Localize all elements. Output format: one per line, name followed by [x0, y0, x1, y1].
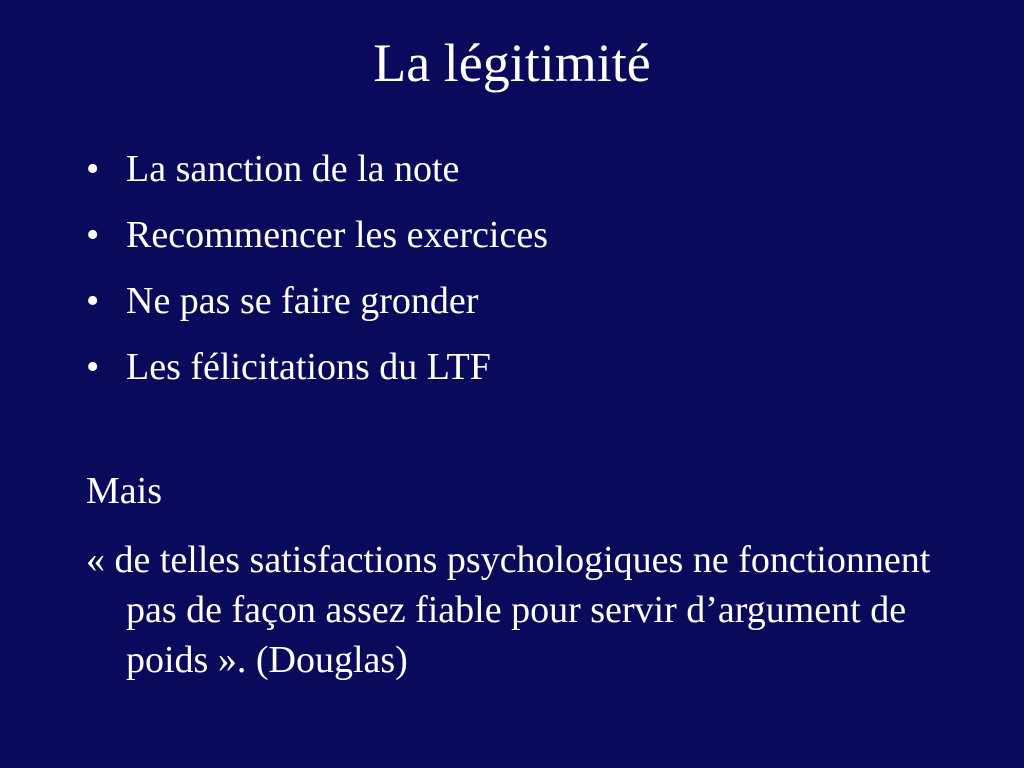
bullet-text: La sanction de la note — [126, 148, 460, 190]
slide-title: La légitimité — [373, 33, 651, 93]
bullet-icon: • — [86, 280, 100, 322]
bullet-icon: • — [86, 148, 100, 190]
bullet-icon: • — [86, 346, 100, 388]
bullet-item-felicitations — [86, 334, 966, 400]
bullet-list — [86, 136, 966, 400]
bullet-text: Ne pas se faire gronder — [126, 280, 479, 322]
bullet-item-note — [86, 136, 966, 202]
mais-text: Mais — [86, 470, 162, 512]
bullet-item-exercices — [86, 202, 966, 268]
bullet-text: Les félicitations du LTF — [126, 346, 491, 388]
bullet-item-gronder — [86, 268, 966, 334]
quote-text: « de telles satisfactions psychologiques ne fonctionnent pas de façon assez fiable pour servir d’argument de poids ». (Douglas) — [86, 539, 931, 681]
bullet-text: Recommencer les exercices — [126, 214, 548, 256]
bullet-icon: • — [86, 214, 100, 256]
